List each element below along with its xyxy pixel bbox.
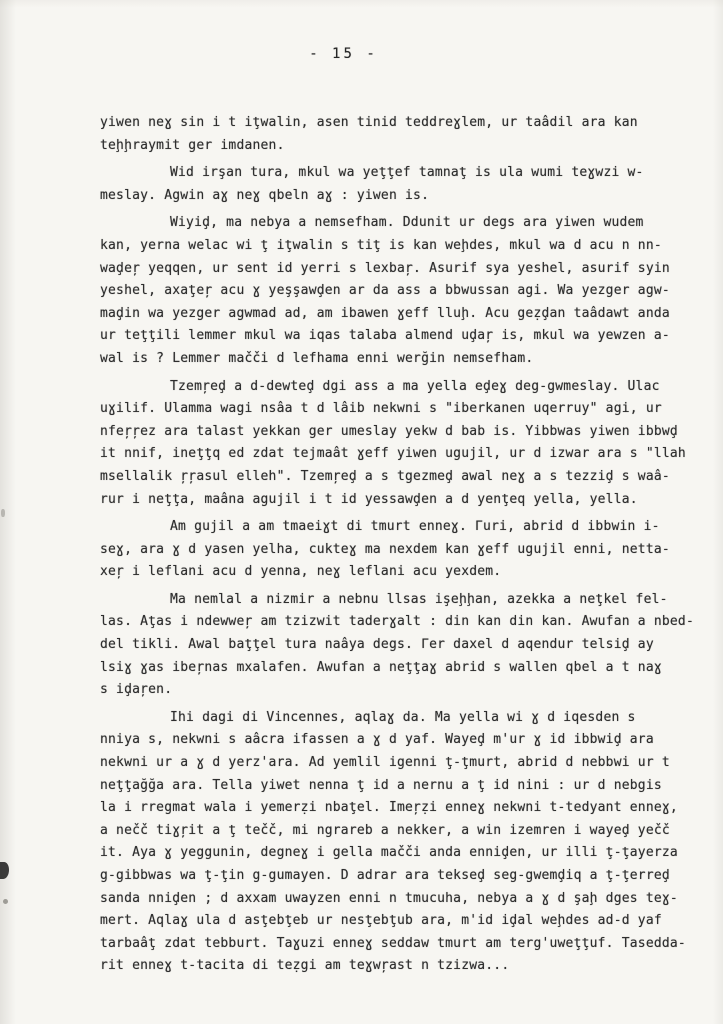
text-line: xeŗ i leflani acu d yenna, neɣ leflani acu yexdem. (100, 564, 502, 580)
text-line: sanda nniḑen ; d axxam uwayzen enni n tmucuha, nebya a ɣ d şaḩ dges teɣ- (100, 890, 678, 906)
text-line: uɣilif. Ulamma wagi nsâa t d lâib nekwni s "iberkanen uqerruy" agi, ur (100, 401, 662, 417)
scan-speck (3, 899, 8, 904)
paragraph (100, 112, 660, 157)
text-line: las. Aţas i ndewweŗ am tzizwit taderɣalt : din kan din kan. Awufan a nbed- (100, 614, 694, 630)
text-line: teḩḩraymit ger imdanen. (100, 137, 285, 153)
text-line: yeshel, axaţeŗ acu ɣ yeşşawḑen ar da ass a bbwussan agi. Wa yezger agw- (100, 283, 670, 299)
text-line: Ma nemlal a nizmir a nebnu llsas işeḩḩan, azekka a neţkel fel- (170, 591, 668, 607)
text-line: it nnif, ineţţq ed zdat tejmaât ɣeff yiwen ugujil, ur d izwar ara s "llah (100, 446, 686, 462)
paragraph (100, 376, 686, 512)
page-number: - 15 - (309, 46, 378, 62)
text-line: nfeŗŗez ara talast yekkan ger umeslay yekw d bab is. Yibbwas yiwen ibbwḑ (100, 423, 678, 439)
text-line: maḑin wa yezger agwmad ad, am ibawen ɣeff lluḩ. Acu geẓḑan taâdawt anda (100, 305, 670, 321)
scan-speck (1, 509, 5, 517)
text-line: wal is ? Lemmer mačči d lefhama enni werğin nemsefham. (100, 350, 534, 366)
text-line: ur teţţili lemmer mkul wa iqas talaba almend uḑaŗ is, mkul wa yewzen a- (100, 328, 670, 344)
text-line: rur i neţţa, maâna agujil i t id yessawḑen a d yenţeq yella, yella. (100, 491, 638, 507)
text-line: g-gibbwas wa ţ-ţin g-gumayen. D adrar ara tekseḑ seg-gwemḑiq a ţ-ţerreḑ (100, 868, 670, 883)
text-line: yiwen neɣ sin i t iţwalin, asen tinid teddreɣlem, ur taâdil ara kan (100, 115, 638, 130)
text-line: Wid irşan tura, mkul wa yeţţef tamnaţ is ula wumi teɣwzi w- (170, 165, 644, 181)
text-line: msellalik ŗŗasul elleh". Tzemŗeḑ a s tgezmeḑ awal neɣ a s tezziḑ s waâ- (100, 468, 670, 484)
paragraph (100, 212, 670, 370)
paragraph (100, 516, 670, 584)
text-line: mert. Aqlaɣ ula d asţebţeb ur nesţebţub ara, m'id iḑal weḩdes ad-d yaf (100, 913, 662, 929)
text-line: kan, yerna welac wi ţ iţwalin s tiţ is kan weḩdes, mkul wa d acu n nn- (100, 237, 662, 253)
text-line: Ihi dagi di Vincennes, aqlaɣ da. Ma yella wi ɣ d iqesden s (170, 709, 636, 725)
text-line: Am gujil a am tmaeiɣt di tmurt enneɣ. Γuri, abrid d ibbwin i- (170, 519, 660, 535)
text-line: it. Aya ɣ yeggunin, degneɣ i gella mačči anda enniḑen, ur illi ţ-ţayerza (100, 845, 678, 861)
text-line: del tikli. Awal baţţel tura naâya degs. Γer daxel d aqendur telsiḑ ay (100, 637, 654, 653)
text-line: Wiyiḑ, ma nebya a nemsefham. Ddunit ur degs ara yiwen wudem (170, 215, 644, 231)
text-line: Tzemŗeḑ a d-dewteḑ dgi ass a ma yella eḑeɣ deg-gwmeslay. Ulac (170, 378, 660, 394)
text-line: meslay. Agwin aɣ neɣ qbeln aɣ : yiwen is. (100, 187, 430, 203)
paragraph (100, 707, 686, 978)
text-block (100, 112, 694, 978)
text-line: rit enneɣ t-tacita di teẓgi am teɣwŗast n tzizwa... (100, 958, 510, 974)
text-line: nekwni ur a ɣ d yerz'ara. Ad yemlil igenni ţ-ţmurt, abrid d nebbwi ur t (100, 755, 670, 771)
text-line: la i rregmat wala i yemerẓi nbaţel. Imeŗẓi enneɣ nekwni t-tedyant enneɣ, (100, 800, 678, 816)
paragraph (100, 589, 694, 702)
text-line: s iḑaŗen. (100, 682, 173, 698)
text-line: neţţağğa ara. Tella yiwet nenna ţ id a nernu a ţ id nini : ur d nebgis (100, 777, 662, 793)
text-line: waḑeŗ yeqqen, ur sent id yerri s lexbaŗ. Asurif sya yeshel, asurif syin (100, 260, 670, 276)
text-line: a nečč tiɣŗit a ţ tečč, mi ngrareb a nekker, a win izemren i wayeḑ yečč (100, 822, 670, 838)
text-line: nniya s, nekwni s aâcra ifassen a ɣ d yaf. Wayeḑ m'ur ɣ id ibbwiḑ ara (100, 732, 654, 748)
paragraph (100, 162, 660, 207)
text-line: seɣ, ara ɣ d yasen yelha, cukteɣ ma nexdem kan ɣeff ugujil enni, netta- (100, 541, 670, 557)
text-line: lsiɣ ɣas ibeŗnas mxalafen. Awufan a neţţaɣ abrid s wallen qbel a t naɣ (100, 659, 662, 675)
text-line: tarbaâţ zdat tebburt. Taɣuzi enneɣ seddaw tmurt am terg'uweţţuf. Tasedda- (100, 935, 686, 951)
scan-speck (0, 862, 9, 879)
